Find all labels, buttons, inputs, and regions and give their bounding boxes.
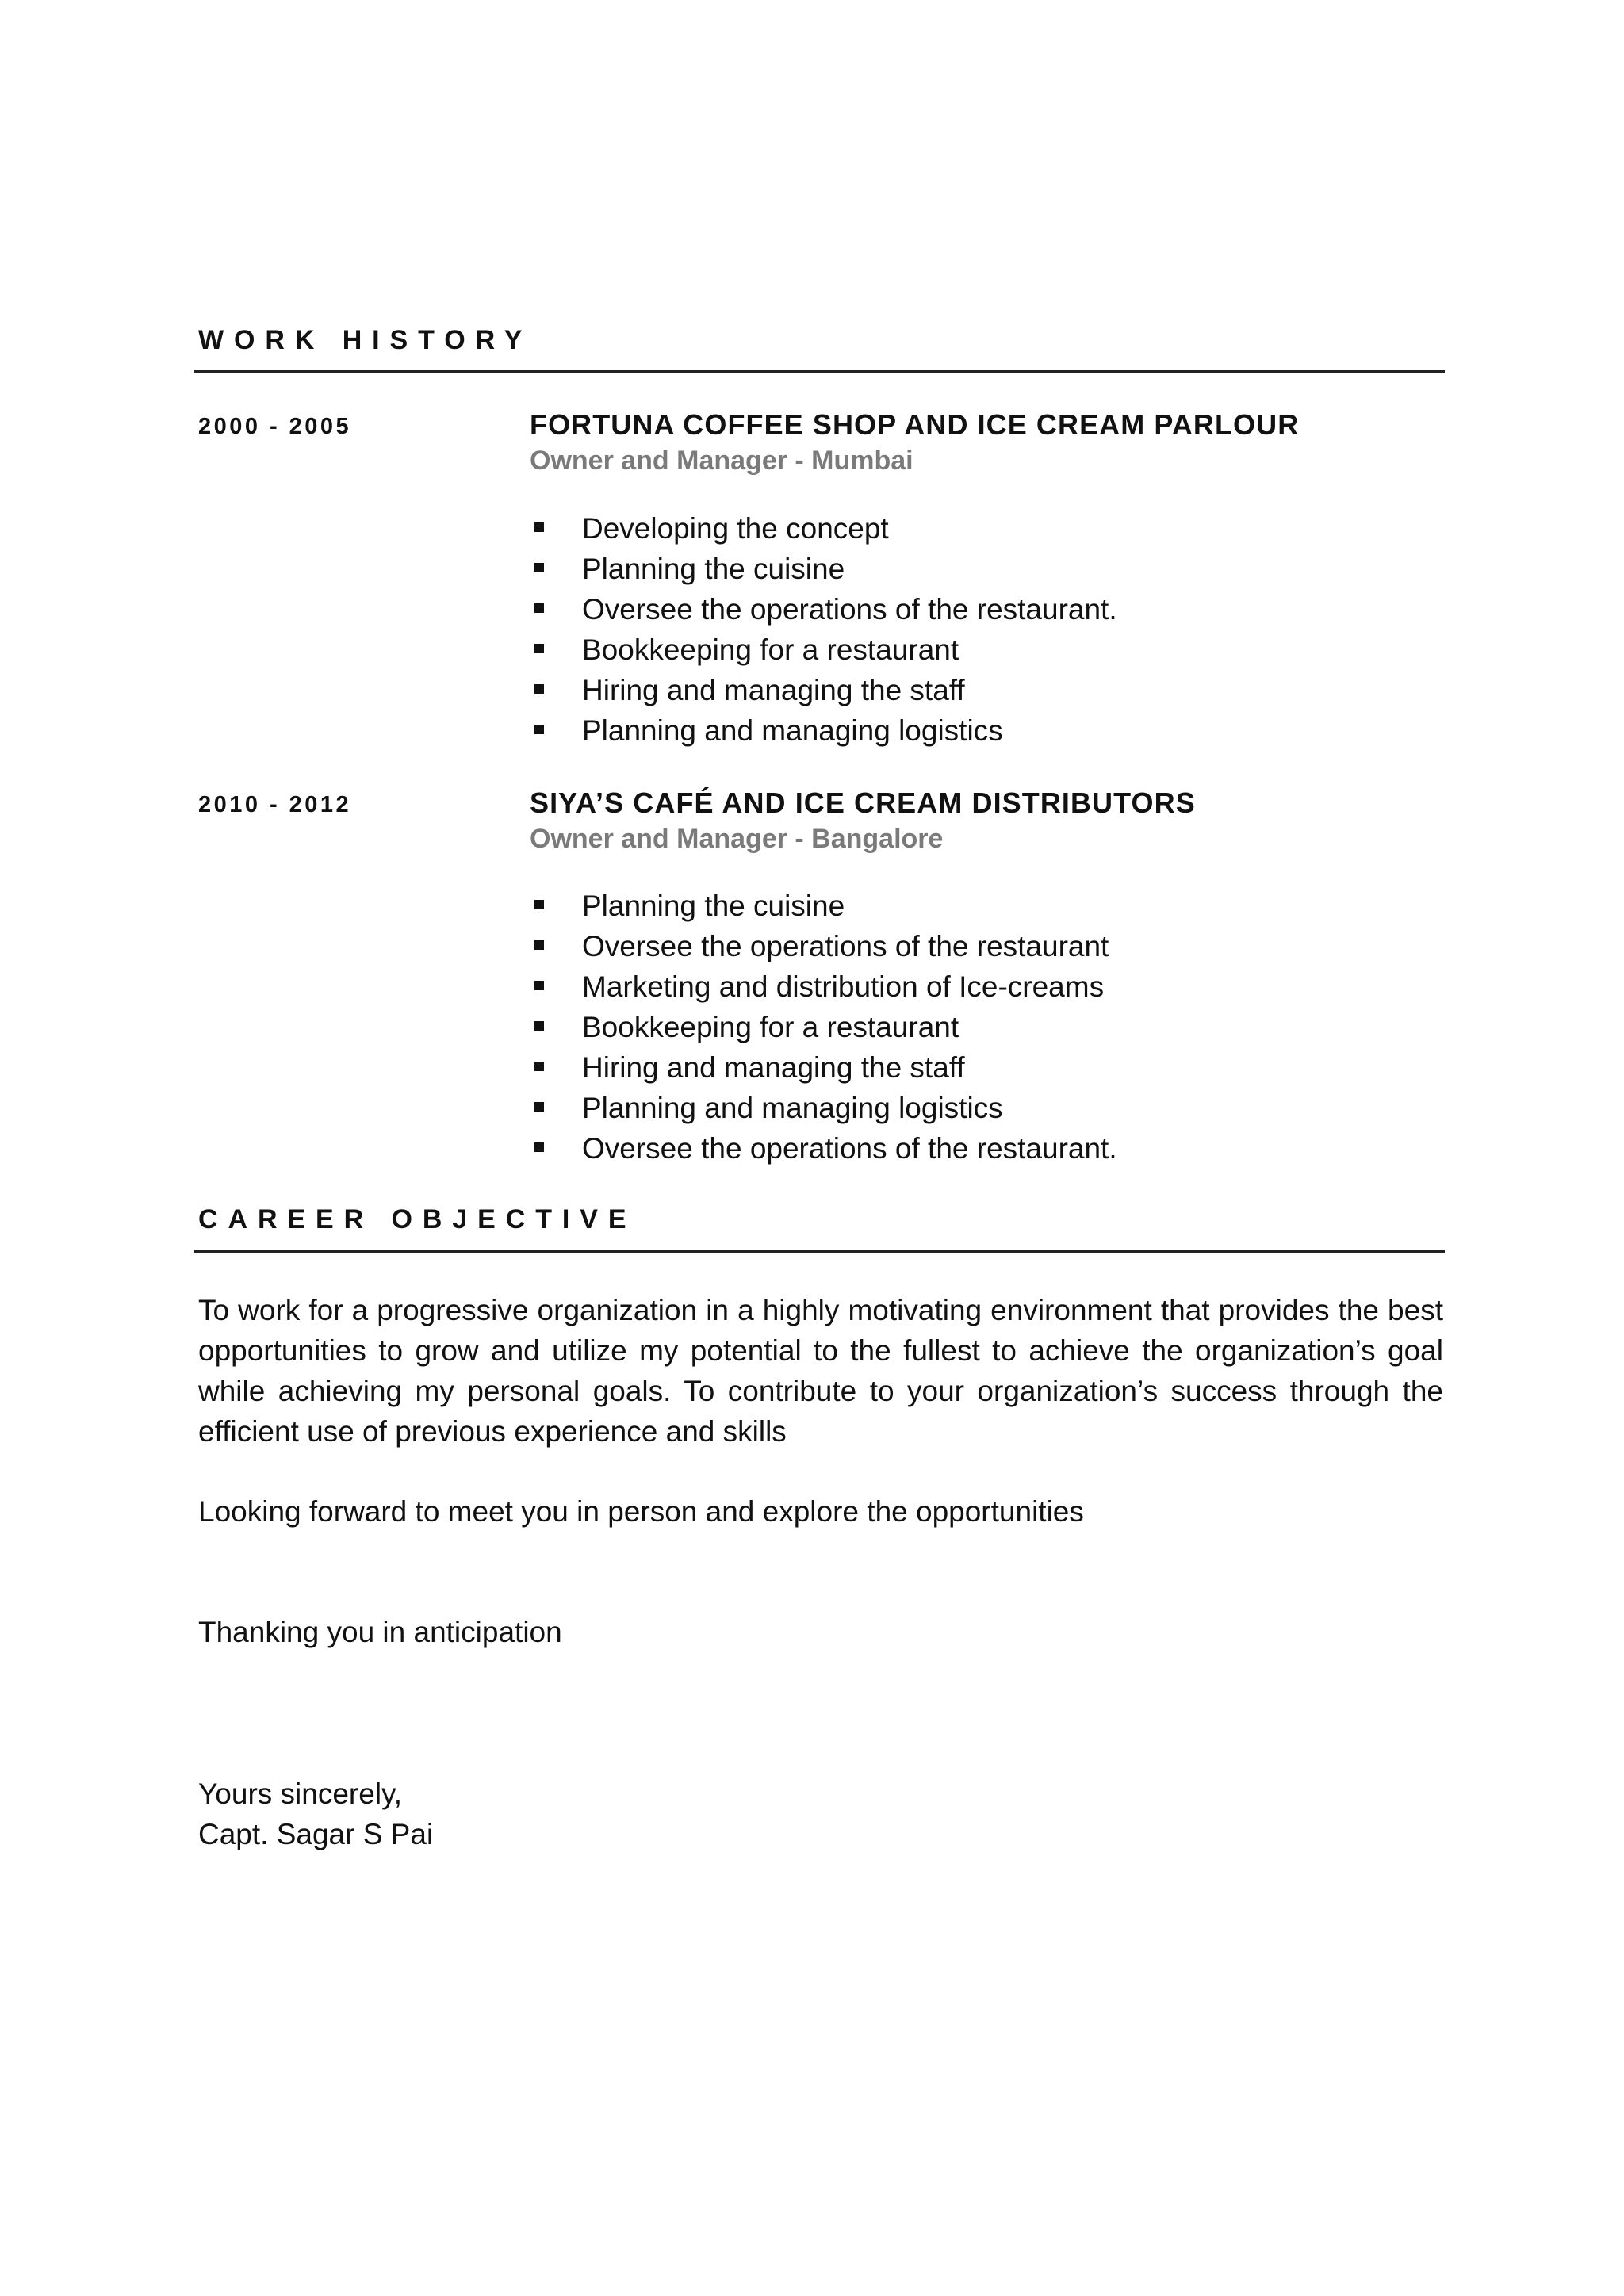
looking-forward-line: Looking forward to meet you in person and explore the opportunities (198, 1495, 1084, 1528)
duty-text: Oversee the operations of the restaurant. (582, 1132, 1117, 1165)
list-item (530, 1047, 1117, 1088)
job-1-duties-list (530, 508, 1117, 751)
list-item (530, 1007, 1117, 1047)
job-2-role: Owner and Manager - Bangalore (530, 824, 944, 854)
duty-text: Planning and managing logistics (582, 1092, 1003, 1124)
square-bullet-icon (534, 1142, 544, 1152)
duty-text: Planning the cuisine (582, 553, 845, 585)
work-history-heading: WORK HISTORY (198, 325, 533, 355)
list-item (530, 926, 1117, 966)
work-history-divider (194, 370, 1445, 373)
duty-text: Marketing and distribution of Ice-creams (582, 970, 1105, 1003)
list-item (530, 966, 1117, 1007)
career-objective-heading: CAREER OBJECTIVE (198, 1204, 637, 1234)
duty-text: Planning and managing logistics (582, 714, 1003, 747)
square-bullet-icon (534, 1062, 544, 1071)
square-bullet-icon (534, 563, 544, 572)
list-item (530, 508, 1117, 549)
list-item (530, 1128, 1117, 1169)
square-bullet-icon (534, 684, 544, 694)
job-1-role: Owner and Manager - Mumbai (530, 446, 914, 476)
duty-text: Oversee the operations of the restaurant. (582, 593, 1117, 626)
duty-text: Bookkeeping for a restaurant (582, 633, 959, 666)
square-bullet-icon (534, 900, 544, 909)
job-1-years: 2000 - 2005 (198, 414, 352, 439)
square-bullet-icon (534, 603, 544, 613)
square-bullet-icon (534, 725, 544, 734)
duty-text: Planning the cuisine (582, 890, 845, 922)
list-item (530, 886, 1117, 926)
square-bullet-icon (534, 981, 544, 990)
job-2-company: SIYA’S CAFÉ AND ICE CREAM DISTRIBUTORS (530, 786, 1196, 819)
square-bullet-icon (534, 1021, 544, 1031)
square-bullet-icon (534, 644, 544, 653)
list-item (530, 549, 1117, 589)
duty-text: Hiring and managing the staff (582, 674, 965, 706)
signature-name: Capt. Sagar S Pai (198, 1818, 434, 1850)
salutation: Yours sincerely, (198, 1777, 403, 1810)
job-1-company: FORTUNA COFFEE SHOP AND ICE CREAM PARLOUR (530, 408, 1300, 441)
job-2-duties-list (530, 886, 1117, 1169)
list-item (530, 710, 1117, 751)
thanks-line: Thanking you in anticipation (198, 1616, 562, 1648)
career-objective-text: To work for a progressive organization in a highly motivating environment that provides the best opportunities to grow and utilize my potential to the fullest to achieve the organization’s goal while achieving my personal goals. To contribute to your organization’s success through the efficient use of previous experience and skills (198, 1294, 1443, 1448)
duty-text: Hiring and managing the staff (582, 1051, 965, 1084)
duty-text: Developing the concept (582, 512, 889, 545)
list-item (530, 670, 1117, 710)
list-item (530, 1088, 1117, 1128)
job-2-years: 2010 - 2012 (198, 792, 352, 817)
list-item (530, 589, 1117, 629)
duty-text: Bookkeeping for a restaurant (582, 1011, 959, 1043)
square-bullet-icon (534, 1102, 544, 1112)
square-bullet-icon (534, 522, 544, 532)
square-bullet-icon (534, 940, 544, 950)
career-objective-divider (194, 1250, 1445, 1253)
duty-text: Oversee the operations of the restaurant (582, 930, 1109, 962)
list-item (530, 629, 1117, 670)
